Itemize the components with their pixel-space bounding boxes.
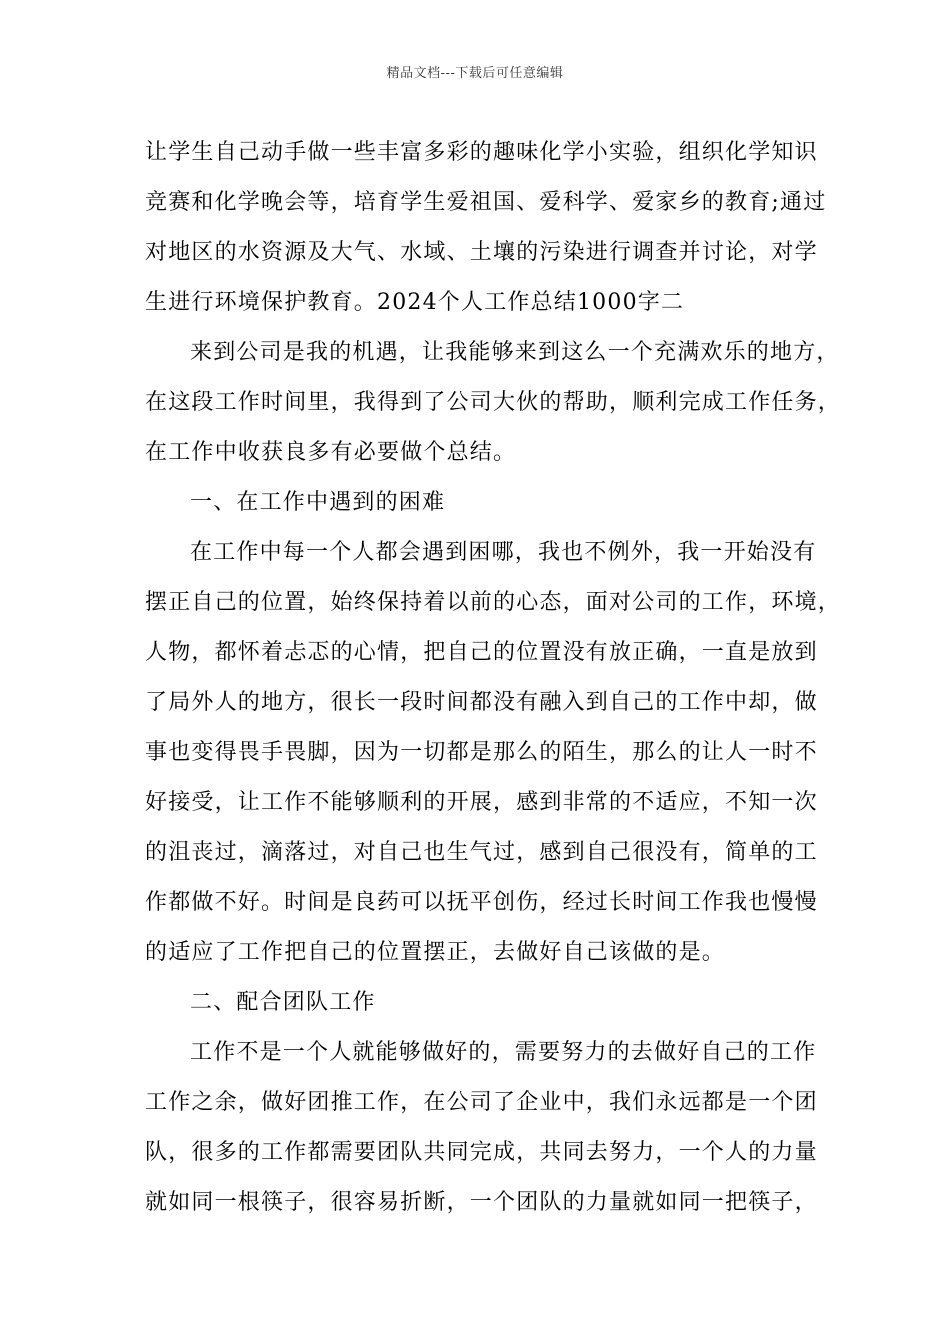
text-line: 在这段工作时间里，我得到了公司大伙的帮助，顺利完成工作任务， (145, 390, 842, 415)
text-line: 工作不是一个人就能够做好的，需要努力的去做好自己的工作 (190, 1040, 817, 1065)
text-line: 来到公司是我的机遇，让我能够来到这么一个充满欢乐的地方， (190, 340, 840, 365)
text-line: 竞赛和化学晚会等，培育学生爱祖国、爱科学、爱家乡的教育;通过 (145, 190, 827, 215)
text-line: 在工作中每一个人都会遇到困哪，我也不例外，我一开始没有 (190, 540, 817, 565)
text-line: 队，很多的工作都需要团队共同完成，共同去努力，一个人的力量 (145, 1140, 818, 1165)
text-line: 二、配合团队工作 (190, 990, 376, 1015)
text-line: 的沮丧过，滴落过，对自己也生气过，感到自己很没有，简单的工 (145, 840, 818, 865)
text-line: 了局外人的地方，很长一段时间都没有融入到自己的工作中却，做 (145, 690, 818, 715)
text-line: 在工作中收获良多有必要做个总结。 (145, 440, 517, 465)
text-line: 让学生自己动手做一些丰富多彩的趣味化学小实验，组织化学知识 (145, 140, 818, 165)
document-body (145, 128, 842, 1228)
text-line: 事也变得畏手畏脚，因为一切都是那么的陌生，那么的让人一时不 (145, 740, 818, 765)
text-line: 生进行环境保护教育。2024个人工作总结1000字二 (145, 290, 685, 315)
text-line: 摆正自己的位置，始终保持着以前的心态，面对公司的工作，环境， (145, 590, 842, 615)
text-line: 一、在工作中遇到的困难 (190, 490, 446, 515)
page-header: 精品文档---下载后可任意编辑 (386, 66, 564, 81)
text-line: 人物，都怀着忐忑的心情，把自己的位置没有放正确，一直是放到 (145, 640, 818, 665)
text-line: 对地区的水资源及大气、水域、土壤的污染进行调查并讨论，对学 (145, 240, 818, 265)
text-line: 作都做不好。时间是良药可以抚平创伤，经过长时间工作我也慢慢 (145, 890, 818, 915)
text-line: 工作之余，做好团推工作，在公司了企业中，我们永远都是一个团 (145, 1090, 818, 1115)
text-line: 就如同一根筷子，很容易折断，一个团队的力量就如同一把筷子， (145, 1190, 818, 1215)
text-line: 的适应了工作把自己的位置摆正，去做好自己该做的是。 (145, 940, 726, 965)
text-line: 好接受，让工作不能够顺利的开展，感到非常的不适应，不知一次 (145, 790, 818, 815)
